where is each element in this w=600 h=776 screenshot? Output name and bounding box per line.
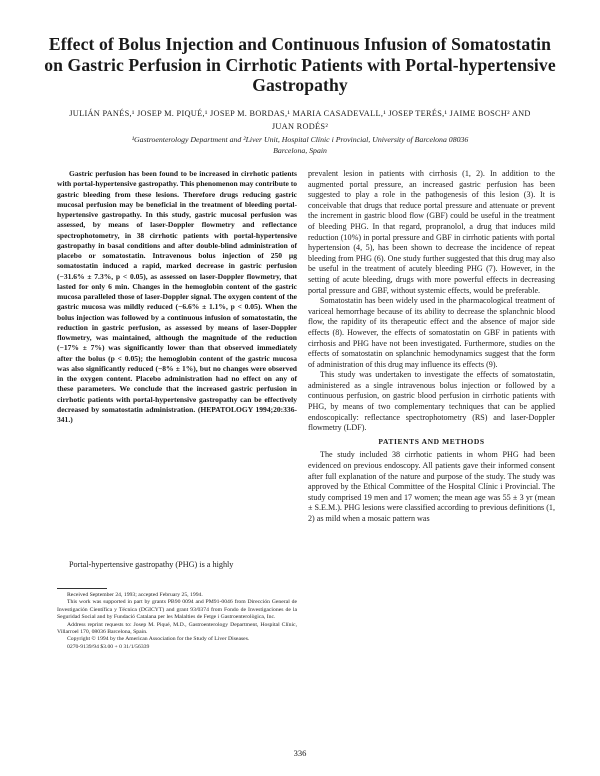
body-paragraph: Somatostatin has been widely used in the pharmacological treatment of variceal hemorrhage because of its ability to decrease the splanchnic blood flow, the rapidity of its therapeutic effect and the absence of major side effects (8). However, the effects of somatostatin on GBF in patients with cirrhosis and PHG have not been investigated. Furthermore, studies on the effects of somatostatin on splanchnic hemodynamics suggest that the form of administration of this drug may influence its effects (9). [308,296,555,369]
authors-line-1: JULIÁN PANÉS,¹ JOSEP M. PIQUÉ,¹ JOSEP M. BORDAS,¹ MARIA CASADEVALL,¹ JOSEP TERÉS,¹ JAIME BOSCH² AND [69,109,531,118]
footnotes [57,592,297,651]
footnote-received: Received September 24, 1993; accepted February 25, 1994. [67,592,203,598]
right-column [308,169,555,525]
body-paragraph: prevalent lesion in patients with cirrhosis (1, 2). In addition to the augmented portal pressure, an increased gastric perfusion has been suggested to play a role in the pathogenesis of this lesion (3). It is conceivable that drugs that reduce portal pressure and attenuate or prevent the increment in gastric blood flow (GBF) could be useful in the treatment of bleeding PHG. In that regard, propranolol, a drug that induces mild reduction (10%) in portal pressure and GBF in cirrhotic patients with portal hypertension (4, 5), has been shown to decrease the incidence of repeat bleeding from PHG (6). One study further suggested that this drug may also be useful in the treatment of acutely bleeding PHG (7). However, in the setting of acute bleeding, drugs with more powerful effects in decreasing portal pressure and GBF, without systemic effects, would be preferable. [308,169,555,295]
article-title: Effect of Bolus Injection and Continuous Infusion of Somatostatin on Gastric Perfusion in Cirrhotic Patients with Portal-hypertensive Gastropathy [44,34,556,95]
affiliation-line-2: Barcelona, Spain [273,145,327,155]
footnote-funding: This work was supported in part by grants PB90 0094 and PM91-0046 from Dirección General de Investigación Científica y Técnica (DGICYT) and grant 93/0374 from Fondo de Investigaciones de la Seguridad Social and by Fundació Catalana per les Malalties de Fetge i Gastroenterològica, Inc. [57,599,297,621]
body-paragraph: This study was undertaken to investigate the effects of somatostatin, administered as a single intravenous bolus injection or followed by a continuous perfusion, on gastric blood perfusion in cirrhotic patients with PHG, by means of two complementary techniques that can be applied endoscopically: reflectance spectrophotometry (RS) and laser-Doppler flowmetry (LDF). [308,370,555,433]
page-number: 336 [293,748,307,758]
author-list [40,107,560,133]
body-paragraph: The study included 38 cirrhotic patients in whom PHG had been evidenced on previous endoscopy. All patients gave their informed consent after full explanation of the nature and purpose of the study. The study was approved by the Ethical Committee of the Hospital Clínic i Provincial. The study comprised 19 men and 17 women; the mean age was 55 ± 3 yr (mean ± S.E.M.). PHG lesions were classified according to previous definitions (1, 2) as mild when a mosaic pattern was [308,450,555,523]
affiliation-line-1: ¹Gastroenterology Department and ²Liver Unit, Hospital Clínic i Provincial, University of Barcelona 08036 [131,135,469,144]
authors-line-2: JUAN RODÉS² [271,122,329,131]
affiliation [60,135,540,156]
footnote-address: Address reprint requests to: Josep M. Piqué, M.D., Gastroenterology Department, Hospital Clínic, Villarroel 170, 08036 Barcelona, Spain. [57,621,297,636]
abstract: Gastric perfusion has been found to be increased in cirrhotic patients with portal-hypertensive gastropathy. This phenomenon may contribute to gastric bleeding from these lesions. Therefore drugs reducing gastric mucosal perfusion may be beneficial in the treatment of bleeding portal-hypertensive gastropathy. In this study, gastric mucosal perfusion was assessed, by means of laser-Doppler flowmetry and reflectance spectrophotometry, in 38 cirrhotic patients with portal-hypertensive gastropathy in basal conditions and after double-blind administration of placebo or somatostatin. Intravenous bolus injection of 250 μg somatostatin induced a rapid, marked decrease in gastric perfusion (−31.6% ± 7.3%, p < 0.05), as assessed on laser-Doppler flowmetry, that lasted for only 6 min. Changes in the hemoglobin content of the gastric mucosa paralleled those of laser-Doppler signal. The oxygen content of the gastric mucosa was mildly reduced (−6.6% ± 1.1%, p < 0.05). When the bolus injection was followed by a continuous infusion of somatostatin, the reduction in gastric perfusion, as assessed by means of laser-Doppler flowmetry, was maintained, although the magnitude of the reduction (−17% ± 7%) was significantly lower than that observed immediately after the bolus (p < 0.05); the hemoglobin content of the gastric mucosa was also significantly reduced (−8% ± 1%), but no changes were observed in the oxygen content. Placebo administration had no effect on any of these parameters. We conclude that the increased gastric perfusion in cirrhotic patients with portal-hypertensive gastropathy can be effectively decreased by somatostatin administration. (HEPATOLOGY 1994;20:336-341.) [57,169,297,424]
section-heading: PATIENTS AND METHODS [378,436,485,446]
footnote-code: 0270-9139/94 $3.00 + 0 31/1/56339 [67,643,150,650]
footnote-copyright: Copyright © 1994 by the American Association for the Study of Liver Diseases. [67,636,250,643]
footnote-divider [57,588,107,589]
intro-paragraph-start: Portal-hypertensive gastropathy (PHG) is a highly [69,560,234,569]
